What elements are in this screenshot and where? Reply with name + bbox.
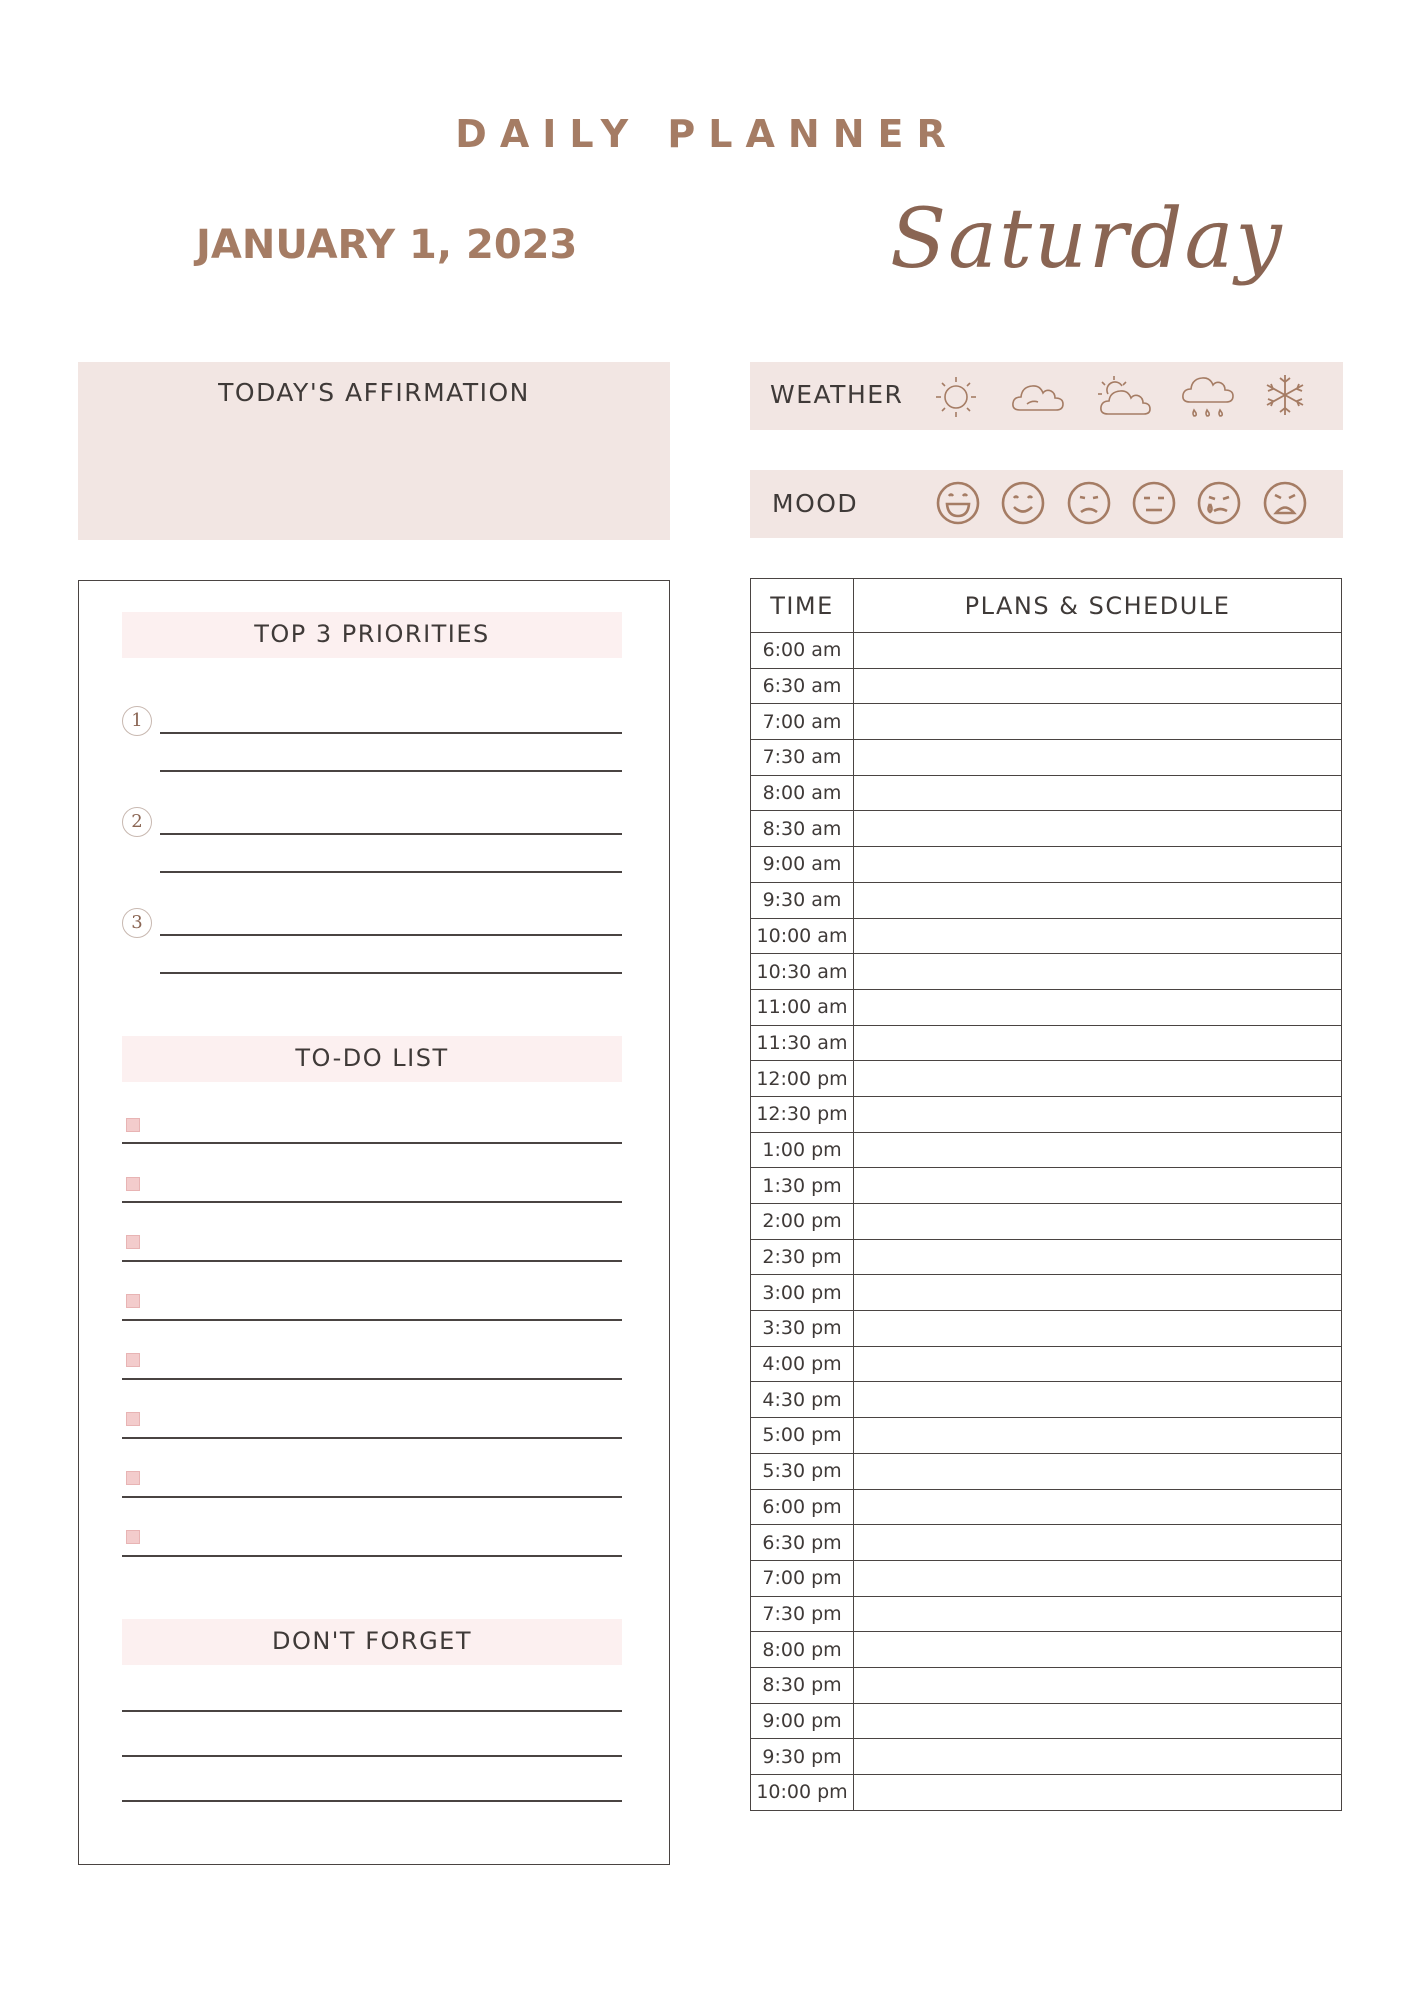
priority-number-2: 2 [122,807,152,837]
schedule-row [751,1667,1342,1703]
angry-face-icon[interactable] [1262,480,1308,526]
schedule-time-cell: 4:30 pm [751,1382,854,1418]
schedule-time-cell: 10:30 am [751,954,854,990]
schedule-row [751,1703,1342,1739]
neutral-face-icon[interactable] [1131,480,1177,526]
schedule-row [751,1739,1342,1775]
schedule-time-cell: 10:00 am [751,918,854,954]
priority-line[interactable] [160,732,622,734]
schedule-row [751,1132,1342,1168]
todo-checkbox[interactable] [126,1235,140,1249]
schedule-row [751,1275,1342,1311]
schedule-time-cell: 7:00 am [751,704,854,740]
todo-checkbox[interactable] [126,1530,140,1544]
schedule-row [751,882,1342,918]
schedule-row [751,1632,1342,1668]
schedule-plan-cell[interactable] [854,1382,1342,1418]
schedule-time-cell: 8:00 am [751,775,854,811]
schedule-time-cell: 7:00 pm [751,1560,854,1596]
schedule-plan-cell[interactable] [854,1489,1342,1525]
schedule-time-cell: 10:00 pm [751,1775,854,1811]
schedule-plan-cell[interactable] [854,882,1342,918]
dont-forget-title: DON'T FORGET [271,1627,472,1655]
schedule-row [751,1204,1342,1240]
rain-cloud-icon[interactable] [1180,372,1236,424]
schedule-time-cell: 12:00 pm [751,1061,854,1097]
weekday-label: Saturday [890,192,1284,287]
todo-line[interactable] [122,1555,622,1557]
laughing-face-icon[interactable] [935,480,981,526]
schedule-plan-cell[interactable] [854,1418,1342,1454]
schedule-plan-cell[interactable] [854,1525,1342,1561]
schedule-time-cell: 9:30 am [751,882,854,918]
schedule-table [750,578,1342,1811]
schedule-time-cell: 11:00 am [751,989,854,1025]
schedule-plan-cell[interactable] [854,1739,1342,1775]
schedule-time-cell: 3:00 pm [751,1275,854,1311]
todo-title: TO-DO LIST [295,1044,449,1072]
schedule-time-cell: 6:00 pm [751,1489,854,1525]
mood-label: MOOD [772,489,859,518]
schedule-plan-cell[interactable] [854,1346,1342,1382]
priority-line[interactable] [160,871,622,873]
date-label: JANUARY 1, 2023 [196,222,578,268]
sun-icon[interactable] [932,373,980,421]
cloud-icon[interactable] [1010,374,1066,420]
todo-line[interactable] [122,1437,622,1439]
schedule-time-cell: 11:30 am [751,1025,854,1061]
schedule-time-cell: 7:30 am [751,740,854,776]
schedule-body [751,633,1342,1811]
schedule-plan-cell[interactable] [854,1560,1342,1596]
todo-line[interactable] [122,1260,622,1262]
schedule-time-cell: 9:00 am [751,847,854,883]
schedule-plan-cell[interactable] [854,1096,1342,1132]
schedule-row [751,1560,1342,1596]
schedule-plan-cell[interactable] [854,1204,1342,1240]
todo-checkbox[interactable] [126,1118,140,1132]
todo-line[interactable] [122,1201,622,1203]
dont-forget-line[interactable] [122,1710,622,1712]
priorities-title: TOP 3 PRIORITIES [254,620,490,648]
schedule-plan-cell[interactable] [854,918,1342,954]
dont-forget-line[interactable] [122,1800,622,1802]
schedule-row [751,1061,1342,1097]
schedule-plan-cell[interactable] [854,954,1342,990]
schedule-row [751,1525,1342,1561]
smiling-face-icon[interactable] [1000,480,1046,526]
schedule-row [751,847,1342,883]
todo-checkbox[interactable] [126,1294,140,1308]
weather-label: WEATHER [770,380,904,409]
schedule-plan-cell[interactable] [854,668,1342,704]
todo-checkbox[interactable] [126,1412,140,1426]
schedule-plan-cell[interactable] [854,989,1342,1025]
schedule-plan-cell[interactable] [854,740,1342,776]
schedule-row [751,1489,1342,1525]
todo-line[interactable] [122,1496,622,1498]
schedule-time-cell: 8:30 pm [751,1667,854,1703]
todo-checkbox[interactable] [126,1353,140,1367]
schedule-time-cell: 5:30 pm [751,1453,854,1489]
schedule-time-cell: 6:00 am [751,633,854,669]
schedule-row [751,1311,1342,1347]
schedule-header-row [751,579,1342,633]
todo-checkbox[interactable] [126,1177,140,1191]
schedule-plan-cell[interactable] [854,1168,1342,1204]
todo-checkbox[interactable] [126,1471,140,1485]
schedule-row [751,1453,1342,1489]
schedule-row [751,811,1342,847]
todo-line[interactable] [122,1142,622,1144]
schedule-plan-cell[interactable] [854,1775,1342,1811]
schedule-row [751,1168,1342,1204]
schedule-plan-cell[interactable] [854,1132,1342,1168]
schedule-row [751,1418,1342,1454]
priority-number-3: 3 [122,908,152,938]
schedule-plan-cell[interactable] [854,811,1342,847]
priority-number-1: 1 [122,706,152,736]
schedule-plan-cell[interactable] [854,1275,1342,1311]
schedule-row [751,633,1342,669]
crying-face-icon[interactable] [1196,480,1242,526]
schedule-row [751,1775,1342,1811]
schedule-time-cell: 9:00 pm [751,1703,854,1739]
schedule-time-cell: 7:30 pm [751,1596,854,1632]
schedule-row [751,1382,1342,1418]
schedule-row [751,704,1342,740]
schedule-plan-cell[interactable] [854,1239,1342,1275]
schedule-plan-cell[interactable] [854,1025,1342,1061]
dont-forget-line[interactable] [122,1755,622,1757]
snowflake-icon[interactable] [1262,372,1308,418]
priority-line[interactable] [160,934,622,936]
schedule-plan-cell[interactable] [854,1311,1342,1347]
schedule-time-cell: 4:00 pm [751,1346,854,1382]
schedule-time-cell: 2:00 pm [751,1204,854,1240]
schedule-plan-cell[interactable] [854,633,1342,669]
schedule-plan-cell[interactable] [854,1453,1342,1489]
schedule-time-cell: 5:00 pm [751,1418,854,1454]
sad-face-icon[interactable] [1066,480,1112,526]
schedule-row [751,1596,1342,1632]
schedule-row [751,918,1342,954]
schedule-row [751,775,1342,811]
schedule-row [751,1096,1342,1132]
schedule-time-cell: 2:30 pm [751,1239,854,1275]
schedule-row [751,1025,1342,1061]
todo-line[interactable] [122,1319,622,1321]
schedule-plan-cell[interactable] [854,1632,1342,1668]
schedule-plan-cell[interactable] [854,847,1342,883]
schedule-time-cell: 8:30 am [751,811,854,847]
schedule-time-cell: 3:30 pm [751,1311,854,1347]
priority-line[interactable] [160,972,622,974]
affirmation-label: TODAY'S AFFIRMATION [218,378,530,407]
schedule-table-wrap [750,578,1340,1863]
schedule-time-cell: 1:00 pm [751,1132,854,1168]
schedule-plan-cell[interactable] [854,1596,1342,1632]
left-panel [78,580,670,1865]
priority-line[interactable] [160,770,622,772]
schedule-row [751,668,1342,704]
schedule-time-cell: 1:30 pm [751,1168,854,1204]
todo-line[interactable] [122,1378,622,1380]
schedule-time-cell: 12:30 pm [751,1096,854,1132]
schedule-row [751,740,1342,776]
schedule-row [751,954,1342,990]
schedule-plan-cell[interactable] [854,1703,1342,1739]
schedule-row [751,1346,1342,1382]
schedule-plan-cell[interactable] [854,704,1342,740]
page-title: DAILY PLANNER [455,112,959,156]
schedule-plan-cell[interactable] [854,1667,1342,1703]
plans-header: PLANS & SCHEDULE [854,579,1342,633]
schedule-time-cell: 9:30 pm [751,1739,854,1775]
schedule-plan-cell[interactable] [854,1061,1342,1097]
time-header: TIME [751,579,854,633]
schedule-row [751,1239,1342,1275]
priority-line[interactable] [160,833,622,835]
schedule-row [751,989,1342,1025]
schedule-plan-cell[interactable] [854,775,1342,811]
schedule-time-cell: 6:30 am [751,668,854,704]
schedule-time-cell: 6:30 pm [751,1525,854,1561]
partly-sunny-icon[interactable] [1094,372,1152,422]
schedule-time-cell: 8:00 pm [751,1632,854,1668]
